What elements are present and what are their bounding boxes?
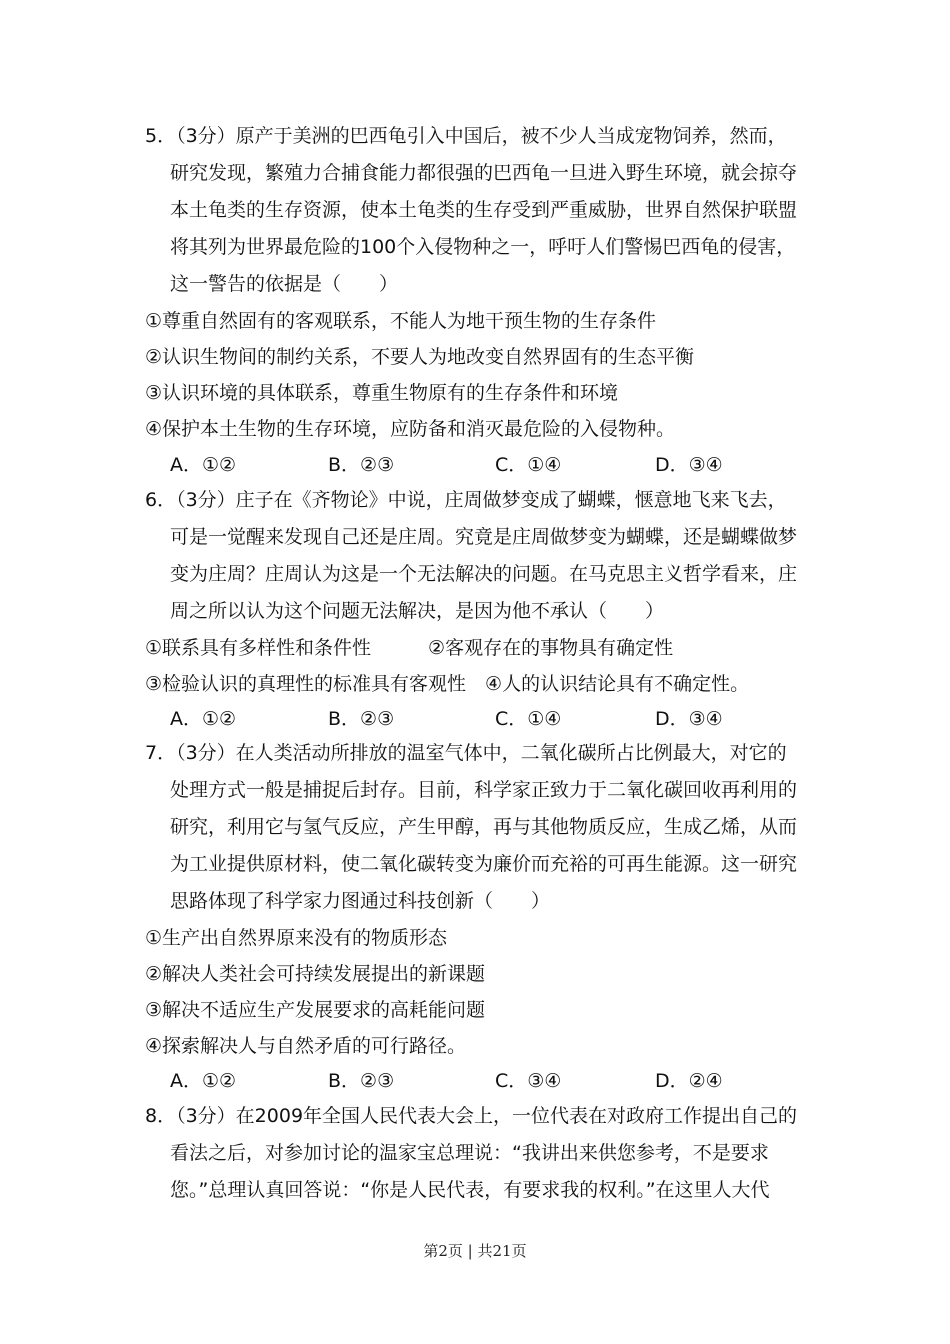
- q5-option-b: B．②③: [328, 454, 395, 476]
- q7-option-c: C．③④: [495, 1070, 562, 1092]
- q6-option-d: D．③④: [655, 708, 723, 730]
- q5-option-a: A．①②: [170, 454, 237, 476]
- q6-statement-3-4: ③检验认识的真理性的标准具有客观性 ④人的认识结论具有不确定性。: [145, 673, 750, 695]
- q6-stem-line-4: 周之所以认为这个问题无法解决，是因为他不承认（ ）: [170, 600, 665, 622]
- page-footer: 第2页 | 共21页: [423, 1242, 527, 1260]
- q5-statement-3: ③认识环境的具体联系，尊重生物原有的生存条件和环境: [145, 382, 619, 404]
- q7-statement-1: ①生产出自然界原来没有的物质形态: [145, 927, 448, 949]
- q5-statement-2: ②认识生物间的制约关系，不要人为地改变自然界固有的生态平衡: [145, 346, 695, 368]
- q5-stem-line-1: 5．（3分）原产于美洲的巴西龟引入中国后，被不少人当成宠物饲养，然而，: [145, 125, 787, 147]
- q7-stem-line-2: 处理方式一般是捕捉后封存。目前，科学家正致力于二氧化碳回收再利用的: [170, 779, 798, 801]
- q6-option-c: C．①④: [495, 708, 562, 730]
- q8-stem-line-1: 8．（3分）在2009年全国人民代表大会上，一位代表在对政府工作提出自己的: [145, 1105, 798, 1127]
- q7-stem-line-3: 研究，利用它与氢气反应，产生甲醇，再与其他物质反应，生成乙烯，从而: [170, 816, 798, 838]
- q5-stem-line-2: 研究发现，繁殖力合捕食能力都很强的巴西龟一旦进入野生环境，就会掠夺: [170, 162, 798, 184]
- q8-stem-line-3: 您。”总理认真回答说：“你是人民代表，有要求我的权利。”在这里人大代: [170, 1179, 770, 1201]
- q6-stem-line-2: 可是一觉醒来发现自己还是庄周。究竟是庄周做梦变为蝴蝶，还是蝴蝶做梦: [170, 526, 798, 548]
- q8-stem-line-2: 看法之后，对参加讨论的温家宝总理说：“我讲出来供您参考，不是要求: [170, 1142, 769, 1164]
- q6-option-a: A．①②: [170, 708, 237, 730]
- q7-stem-line-5: 思路体现了科学家力图通过科技创新（ ）: [170, 890, 551, 912]
- q7-statement-4: ④探索解决人与自然矛盾的可行路径。: [145, 1035, 467, 1057]
- q6-stem-line-1: 6．（3分）庄子在《齐物论》中说，庄周做梦变成了蝴蝶，惬意地飞来飞去，: [145, 489, 787, 511]
- q5-stem-line-5: 这一警告的依据是（ ）: [170, 273, 399, 295]
- q7-statement-3: ③解决不适应生产发展要求的高耗能问题: [145, 999, 486, 1021]
- q7-stem-line-4: 为工业提供原材料，使二氧化碳转变为廉价而充裕的可再生能源。这一研究: [170, 853, 798, 875]
- q7-stem-line-1: 7．（3分）在人类活动所排放的温室气体中，二氧化碳所占比例最大，对它的: [145, 742, 787, 764]
- q7-option-b: B．②③: [328, 1070, 395, 1092]
- q5-statement-1: ①尊重自然固有的客观联系，不能人为地干预生物的生存条件: [145, 310, 657, 332]
- q5-statement-4: ④保护本土生物的生存环境，应防备和消灭最危险的入侵物种。: [145, 418, 676, 440]
- q7-statement-2: ②解决人类社会可持续发展提出的新课题: [145, 963, 486, 985]
- q5-stem-line-4: 将其列为世界最危险的100个入侵物种之一，呼吁人们警惕巴西龟的侵害，: [170, 236, 796, 258]
- q6-statement-1-2: ①联系具有多样性和条件性 ②客观存在的事物具有确定性: [145, 637, 674, 659]
- q5-stem-line-3: 本土龟类的生存资源，使本土龟类的生存受到严重威胁，世界自然保护联盟: [170, 199, 798, 221]
- q7-option-a: A．①②: [170, 1070, 237, 1092]
- q5-option-d: D．③④: [655, 454, 723, 476]
- q5-option-c: C．①④: [495, 454, 562, 476]
- q6-stem-line-3: 变为庄周？庄周认为这是一个无法解决的问题。在马克思主义哲学看来，庄: [170, 563, 798, 585]
- q7-option-d: D．②④: [655, 1070, 723, 1092]
- q6-option-b: B．②③: [328, 708, 395, 730]
